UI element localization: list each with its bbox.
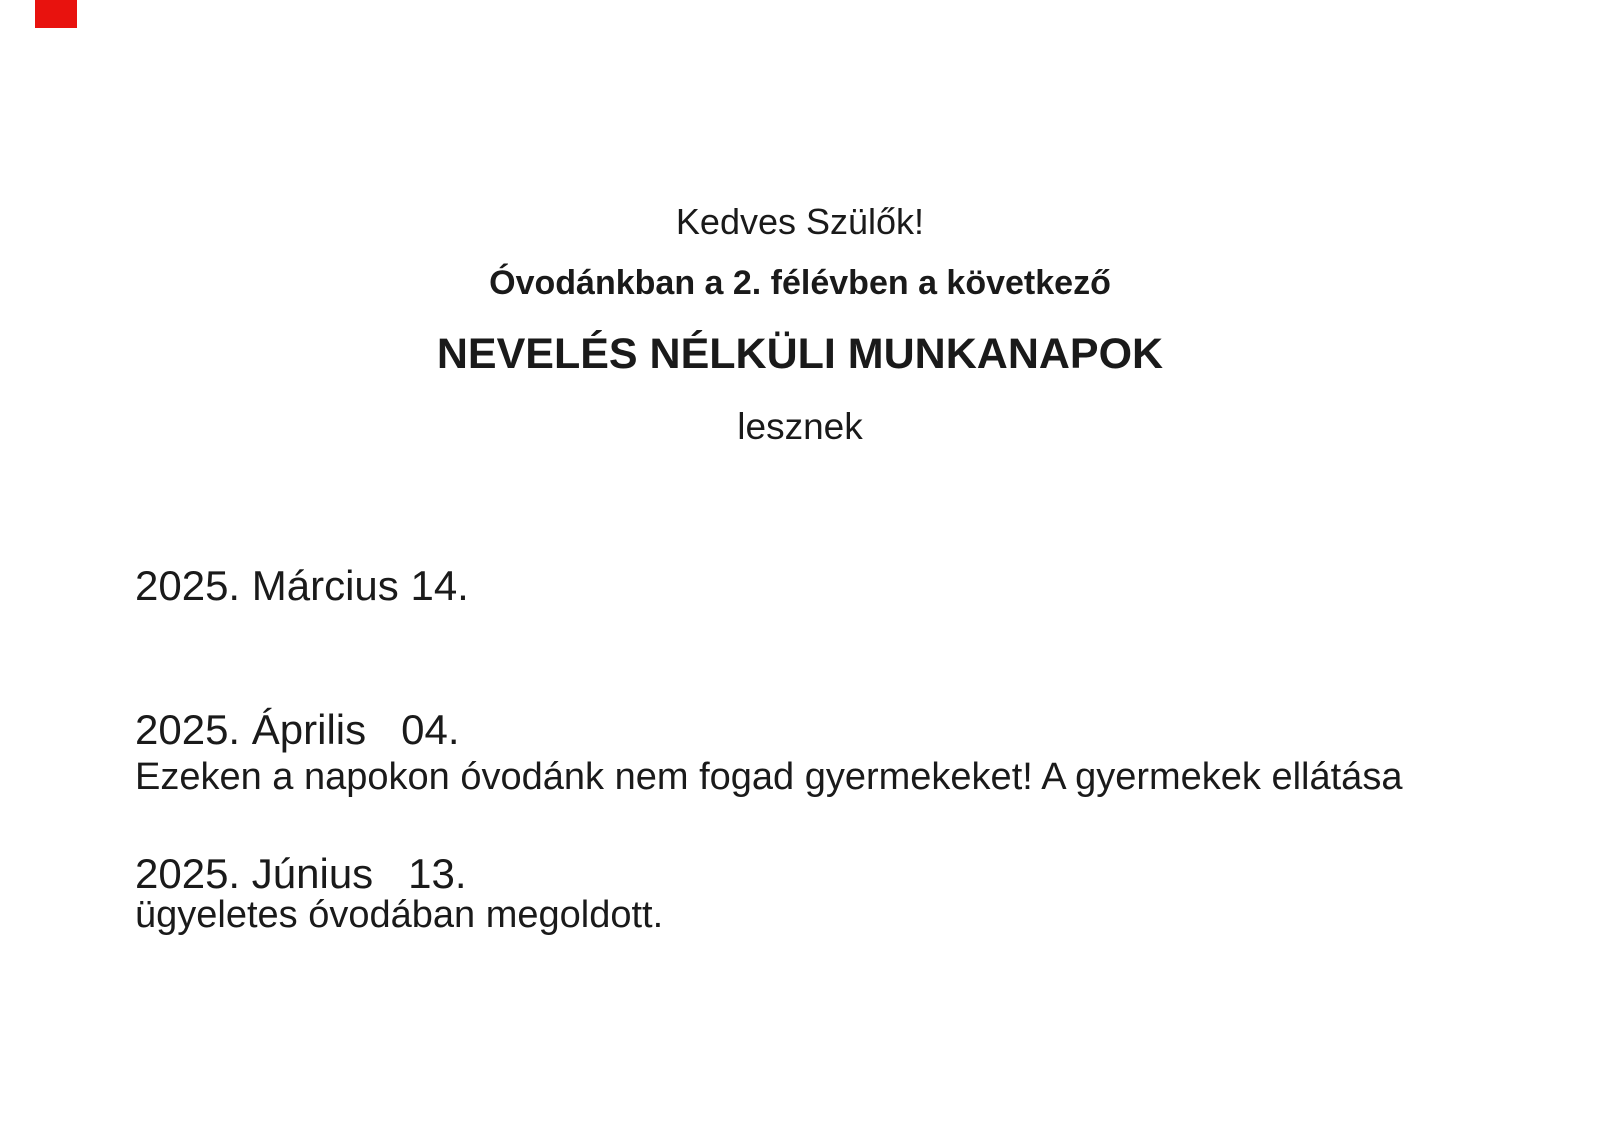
note-line-2: ügyeletes óvodában megoldott. (135, 894, 664, 936)
note-line-1: Ezeken a napokon óvodánk nem fogad gyermekeket! A gyermekek ellátása (135, 756, 1403, 798)
main-title: NEVELÉS NÉLKÜLI MUNKANAPOK (436, 330, 1164, 378)
closing-word-line: lesznek (737, 406, 863, 447)
intro-line: Óvodánkban a 2. félévben a következő (489, 264, 1111, 302)
date-item-june: 2025. Június 13. (135, 850, 467, 897)
date-item-april: 2025. Április 04. (135, 706, 460, 753)
note-paragraph (135, 662, 1465, 1030)
date-item-march: 2025. Március 14. (135, 562, 469, 609)
red-marker (35, 0, 77, 28)
greeting-line: Kedves Szülők! (675, 201, 925, 242)
